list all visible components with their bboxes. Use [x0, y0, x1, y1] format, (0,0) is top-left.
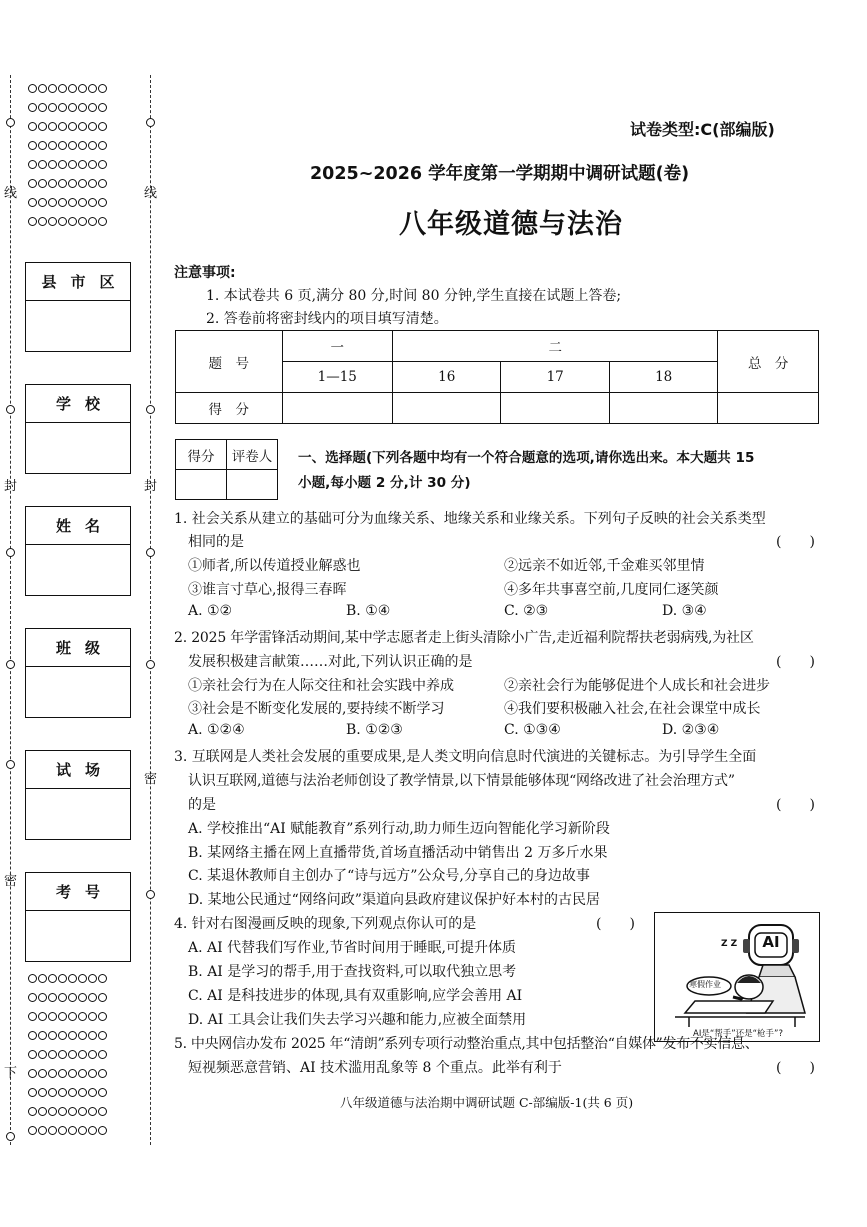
homework-label: 寒假作业: [689, 980, 721, 989]
decorative-dot: [38, 141, 47, 150]
decorative-dot: [28, 974, 37, 983]
decorative-dot: [58, 1107, 67, 1116]
decorative-dot: [88, 217, 97, 226]
subject-title: 八年级道德与法治: [399, 209, 623, 240]
score-cell[interactable]: [282, 393, 392, 424]
q2-option-b[interactable]: B. ①②③: [346, 722, 403, 738]
decorative-dot: [68, 122, 77, 131]
q1-stem: 1. 社会关系从建立的基础可分为血缘关系、地缘关系和业缘关系。下列句子反映的社会关系类型: [174, 511, 766, 527]
score-cell[interactable]: [609, 393, 717, 424]
grader-table: [175, 439, 278, 500]
decorative-dot: [38, 1088, 47, 1097]
decorative-dot: [48, 1050, 57, 1059]
decorative-dot: [28, 993, 37, 1002]
decorative-dot: [68, 160, 77, 169]
decorative-dot: [98, 1126, 107, 1135]
decorative-dot: [78, 1050, 87, 1059]
decorative-dot: [38, 179, 47, 188]
ai-cartoon-illustration: [654, 912, 820, 1042]
q3-option-a[interactable]: A. 学校推出“AI 赋能教育”系列行动,助力师生迈向智能化学习新阶段: [188, 821, 610, 837]
binding-mark-mi-right: 密: [144, 772, 158, 787]
page-footer: 八年级道德与法治期中调研试题 C-部编版-1(共 6 页): [340, 1095, 634, 1110]
q4-option-a[interactable]: A. AI 代替我们写作业,节省时间用于睡眠,可提升体质: [188, 940, 517, 956]
q5-answer-blank[interactable]: ( ): [776, 1060, 815, 1076]
q3-stem-cont: 的是: [188, 797, 216, 813]
decorative-dot: [78, 122, 87, 131]
exam-year-title: 2025~2026 学年度第一学期期中调研试题(卷): [310, 164, 690, 184]
q3-option-c[interactable]: C. 某退休教师自主创办了“诗与远方”公众号,分享自己的身边故事: [188, 868, 590, 884]
decorative-dot: [58, 160, 67, 169]
q1-option-b[interactable]: B. ①④: [346, 603, 391, 619]
decorative-dot: [48, 1126, 57, 1135]
decorative-dot: [68, 974, 77, 983]
q3-stem: 3. 互联网是人类社会发展的重要成果,是人类文明向信息时代演进的关键标志。为引导学生全面: [174, 749, 757, 765]
q1-statement: ③谁言寸草心,报得三春晖: [188, 582, 347, 598]
decorative-dot: [58, 198, 67, 207]
decorative-dot: [68, 179, 77, 188]
binding-ring: [6, 660, 15, 669]
decorative-dot: [98, 84, 107, 93]
decorative-dot: [38, 1126, 47, 1135]
decorative-dot: [78, 84, 87, 93]
decorative-dot: [78, 974, 87, 983]
score-cell[interactable]: [392, 393, 500, 424]
q1-answer-blank[interactable]: ( ): [776, 534, 815, 550]
decorative-dot: [98, 179, 107, 188]
decorative-dot: [78, 141, 87, 150]
q4-option-d[interactable]: D. AI 工具会让我们失去学习兴趣和能力,应被全面禁用: [188, 1012, 527, 1028]
decorative-dot: [88, 122, 97, 131]
decorative-dot: [98, 198, 107, 207]
decorative-dot: [38, 1012, 47, 1021]
decorative-dot: [68, 1107, 77, 1116]
decorative-dot: [48, 103, 57, 112]
binding-ring: [6, 548, 15, 557]
decorative-dot: [88, 160, 97, 169]
q3-answer-blank[interactable]: ( ): [776, 797, 815, 813]
decorative-dot: [58, 1069, 67, 1078]
field-label: 班级: [26, 629, 130, 667]
decorative-dot: [48, 993, 57, 1002]
q1-statement: ①师者,所以传道授业解惑也: [188, 558, 361, 574]
decorative-dot: [28, 84, 37, 93]
decorative-dot: [38, 103, 47, 112]
decorative-dot: [88, 1107, 97, 1116]
field-label: 试场: [26, 751, 130, 789]
decorative-dot: [98, 1012, 107, 1021]
decorative-dot: [68, 1126, 77, 1135]
score-part1-header: 一: [282, 331, 392, 362]
q1-stem-cont: 相同的是: [188, 534, 244, 550]
decorative-dot: [28, 122, 37, 131]
decorative-dot: [98, 1050, 107, 1059]
decorative-dot: [68, 993, 77, 1002]
grader-score-label: 得分: [176, 440, 227, 470]
binding-ring: [6, 118, 15, 127]
decorative-dot: [58, 217, 67, 226]
field-label: 姓名: [26, 507, 130, 545]
decorative-dot: [48, 1088, 57, 1097]
decorative-dot: [98, 160, 107, 169]
q4-stem: 4. 针对右图漫画反映的现象,下列观点你认可的是: [174, 916, 477, 932]
decorative-dot: [88, 1050, 97, 1059]
decorative-dot: [48, 1069, 57, 1078]
robot-ai-label: AI: [762, 933, 780, 951]
decorative-dot: [38, 1069, 47, 1078]
exam-type-label: 试卷类型:C(部编版): [630, 120, 775, 139]
q4-option-b[interactable]: B. AI 是学习的帮手,用于查找资料,可以取代独立思考: [188, 964, 517, 980]
decorative-dot: [68, 217, 77, 226]
q2-stem-cont: 发展积极建言献策……对此,下列认识正确的是: [188, 654, 473, 670]
binding-mark-feng-left: 封: [4, 479, 18, 494]
decorative-dot: [28, 1031, 37, 1040]
binding-ring: [6, 405, 15, 414]
decorative-dot: [58, 1126, 67, 1135]
decorative-dot: [58, 141, 67, 150]
q1-option-d[interactable]: D. ③④: [662, 603, 707, 619]
binding-ring: [6, 760, 15, 769]
score-table: [175, 330, 819, 424]
decorative-dot: [78, 179, 87, 188]
q2-option-d[interactable]: D. ②③④: [662, 722, 720, 738]
grader-name-cell[interactable]: [227, 470, 278, 500]
q5-stem-cont: 短视频恶意营销、AI 技术滥用乱象等 8 个重点。此举有利于: [188, 1060, 562, 1076]
decorative-dot: [78, 993, 87, 1002]
grader-name-label: 评卷人: [227, 440, 278, 470]
score-total-header: 总 分: [718, 331, 819, 393]
decorative-dot: [78, 160, 87, 169]
decorative-dot: [38, 993, 47, 1002]
decorative-dot: [58, 1012, 67, 1021]
field-exam-number[interactable]: [25, 872, 131, 962]
decorative-dot: [38, 1050, 47, 1059]
q1-statement: ④多年共事喜空前,几度同仁逐笑颜: [504, 582, 719, 598]
decorative-dot: [88, 1069, 97, 1078]
decorative-dot: [48, 160, 57, 169]
decorative-dot: [88, 993, 97, 1002]
decorative-dot: [98, 1088, 107, 1097]
decorative-dot: [88, 1031, 97, 1040]
decorative-dot: [48, 217, 57, 226]
q2-statement: ③社会是不断变化发展的,要持续不断学习: [188, 701, 445, 717]
binding-mark-xia-left: 下: [4, 1066, 18, 1081]
score-part2-header: 二: [392, 331, 717, 362]
score-sub-header: 1—15: [282, 362, 392, 393]
decorative-dot: [98, 122, 107, 131]
decorative-dot: [78, 198, 87, 207]
binding-ring: [146, 118, 155, 127]
decorative-dot: [78, 217, 87, 226]
section1-instructions: 一、选择题(下列各题中均有一个符合题意的选项,请你选出来。本大题共 15: [298, 450, 755, 466]
field-label: 考号: [26, 873, 130, 911]
decorative-dot: [98, 974, 107, 983]
decorative-dot: [78, 1107, 87, 1116]
q2-option-c[interactable]: C. ①③④: [504, 722, 561, 738]
binding-ring: [146, 405, 155, 414]
q4-answer-blank[interactable]: ( ): [596, 916, 635, 932]
field-class[interactable]: [25, 628, 131, 718]
decorative-dot: [88, 1126, 97, 1135]
decorative-dot: [68, 141, 77, 150]
decorative-dot: [38, 160, 47, 169]
decorative-dot: [98, 1069, 107, 1078]
section1-instructions-cont: 小题,每小题 2 分,计 30 分): [298, 475, 471, 491]
score-cell[interactable]: [501, 393, 609, 424]
decorative-dot: [88, 974, 97, 983]
q3-option-d[interactable]: D. 某地公民通过“网络问政”渠道向县政府建议保护好本村的古民居: [188, 892, 600, 908]
decorative-dot: [58, 84, 67, 93]
decorative-dot: [98, 141, 107, 150]
q5-stem: 5. 中央网信办发布 2025 年“清朗”系列专项行动整治重点,其中包括整治“自媒体”发布不实信息、: [174, 1036, 759, 1052]
decorative-dot: [68, 1050, 77, 1059]
decorative-dot: [58, 1031, 67, 1040]
decorative-dot: [38, 974, 47, 983]
score-sub-header: 16: [392, 362, 500, 393]
decorative-dot: [28, 1012, 37, 1021]
decorative-dot: [88, 1012, 97, 1021]
field-exam-room[interactable]: [25, 750, 131, 840]
decorative-dot: [28, 1126, 37, 1135]
q2-stem: 2. 2025 年学雷锋活动期间,某中学志愿者走上街头清除小广告,走近福利院帮扶老弱病残,为社区: [174, 630, 754, 646]
q2-answer-blank[interactable]: ( ): [776, 654, 815, 670]
q1-option-a[interactable]: A. ①②: [188, 603, 233, 619]
decorative-dot: [88, 84, 97, 93]
decorative-dot: [58, 122, 67, 131]
q3-option-b[interactable]: B. 某网络主播在网上直播带货,首场直播活动中销售出 2 万多斤水果: [188, 845, 608, 861]
binding-ring: [146, 890, 155, 899]
decorative-dot: [28, 1050, 37, 1059]
decorative-dot: [38, 1107, 47, 1116]
q3-stem-cont: 认识互联网,道德与法治老师创设了教学情景,以下情景能够体现“网络改进了社会治理方式”: [188, 773, 735, 789]
decorative-dot: [28, 141, 37, 150]
decorative-dot: [88, 198, 97, 207]
sleep-zz: Z Z: [721, 939, 738, 949]
field-label: 学校: [26, 385, 130, 423]
notes-heading: 注意事项:: [174, 265, 236, 281]
decorative-dot: [68, 84, 77, 93]
decorative-dot: [48, 1031, 57, 1040]
decorative-dot: [68, 103, 77, 112]
binding-ring: [146, 548, 155, 557]
q1-statement: ②远亲不如近邻,千金难买邻里情: [504, 558, 705, 574]
binding-ring: [146, 660, 155, 669]
q2-statement: ④我们要积极融入社会,在社会课堂中成长: [504, 701, 761, 717]
decorative-dot: [58, 179, 67, 188]
q1-option-c[interactable]: C. ②③: [504, 603, 549, 619]
decorative-dot: [58, 1050, 67, 1059]
binding-mark-xian-right: 线: [144, 186, 158, 201]
decorative-dot: [28, 217, 37, 226]
field-school[interactable]: [25, 384, 131, 474]
decorative-dot: [38, 217, 47, 226]
decorative-dot: [28, 198, 37, 207]
decorative-dot: [48, 84, 57, 93]
notes-item: 2. 答卷前将密封线内的项目填写清楚。: [206, 311, 448, 327]
decorative-dot: [48, 179, 57, 188]
decorative-dot: [78, 103, 87, 112]
decorative-dot: [38, 1031, 47, 1040]
decorative-dot: [88, 103, 97, 112]
decorative-dot: [48, 122, 57, 131]
q4-option-c[interactable]: C. AI 是科技进步的体现,具有双重影响,应学会善用 AI: [188, 988, 523, 1004]
decorative-dot: [38, 198, 47, 207]
decorative-dot: [98, 1031, 107, 1040]
field-label: 县市区: [26, 263, 130, 301]
decorative-dot: [78, 1088, 87, 1097]
decorative-dot: [28, 1069, 37, 1078]
binding-ring: [6, 1132, 15, 1141]
q2-statement: ①亲社会行为在人际交往和社会实践中养成: [188, 678, 454, 694]
grader-score-cell[interactable]: [176, 470, 227, 500]
decorative-dot: [48, 1012, 57, 1021]
decorative-dot: [98, 217, 107, 226]
score-row-label: 得 分: [176, 393, 283, 424]
decorative-dot: [88, 141, 97, 150]
binding-line-left: [10, 75, 11, 1145]
decorative-dot: [78, 1031, 87, 1040]
decorative-dot: [78, 1069, 87, 1078]
decorative-dot: [98, 103, 107, 112]
decorative-dot: [68, 1031, 77, 1040]
notes-item: 1. 本试卷共 6 页,满分 80 分,时间 80 分钟,学生直接在试题上答卷;: [206, 288, 622, 304]
score-sub-header: 17: [501, 362, 609, 393]
decorative-dot: [88, 179, 97, 188]
decorative-dot: [78, 1126, 87, 1135]
decorative-dot: [58, 103, 67, 112]
decorative-dot: [28, 160, 37, 169]
binding-line-right: [150, 75, 151, 1145]
decorative-dot-pattern-top: [28, 78, 110, 228]
cartoon-caption: AI是“帮手”还是“枪手”?: [693, 1029, 783, 1039]
binding-mark-mi-left: 密: [4, 874, 18, 889]
decorative-dot: [88, 1088, 97, 1097]
score-sub-header: 18: [609, 362, 717, 393]
decorative-dot: [68, 198, 77, 207]
decorative-dot: [28, 1107, 37, 1116]
decorative-dot-pattern-bottom: [28, 968, 110, 1138]
decorative-dot: [48, 974, 57, 983]
decorative-dot: [68, 1088, 77, 1097]
robot-and-student-drawing: [655, 913, 820, 1027]
decorative-dot: [58, 974, 67, 983]
binding-mark-xian-left: 线: [4, 186, 18, 201]
decorative-dot: [28, 103, 37, 112]
q2-statement: ②亲社会行为能够促进个人成长和社会进步: [504, 678, 770, 694]
decorative-dot: [38, 122, 47, 131]
decorative-dot: [98, 993, 107, 1002]
field-name[interactable]: [25, 506, 131, 596]
decorative-dot: [28, 1088, 37, 1097]
score-cell[interactable]: [718, 393, 819, 424]
decorative-dot: [58, 1088, 67, 1097]
decorative-dot: [68, 1012, 77, 1021]
decorative-dot: [38, 84, 47, 93]
decorative-dot: [28, 179, 37, 188]
decorative-dot: [48, 198, 57, 207]
q2-option-a[interactable]: A. ①②④: [188, 722, 245, 738]
decorative-dot: [58, 993, 67, 1002]
decorative-dot: [68, 1069, 77, 1078]
decorative-dot: [78, 1012, 87, 1021]
decorative-dot: [98, 1107, 107, 1116]
score-col-question: 题 号: [176, 331, 283, 393]
decorative-dot: [48, 141, 57, 150]
field-county[interactable]: [25, 262, 131, 352]
binding-mark-feng-right: 封: [144, 479, 158, 494]
decorative-dot: [48, 1107, 57, 1116]
